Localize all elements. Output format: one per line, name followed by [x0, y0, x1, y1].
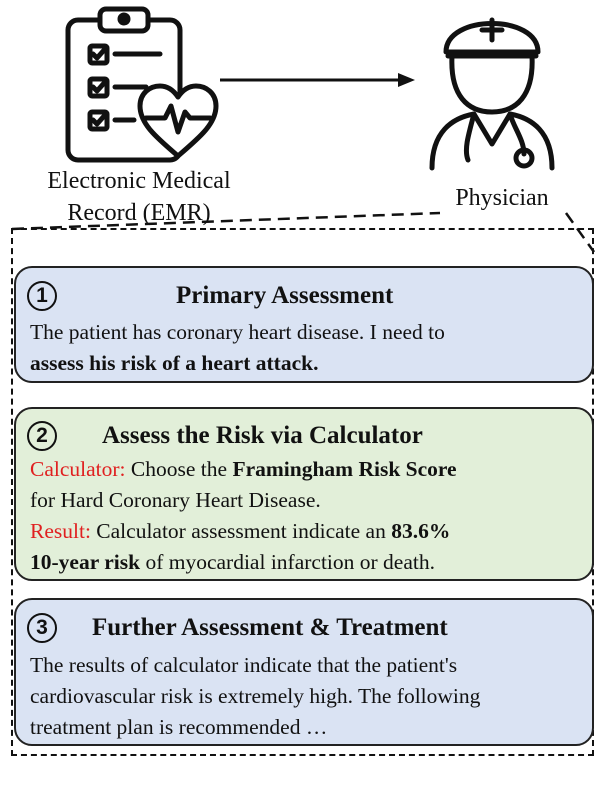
step-card-further-assessment — [14, 598, 594, 746]
step-card-risk-calculator — [14, 407, 594, 581]
step-title: Further Assessment & Treatment — [92, 614, 448, 641]
step-body: Calculator: Choose the Framingham Risk Score for Hard Coronary Heart Disease. Result: Calculator assessment indicate an 83.6% 10-year risk of myocardial infarction or death. — [30, 457, 457, 574]
step-number-badge: 2 — [27, 421, 57, 451]
step-title: Primary Assessment — [176, 282, 394, 309]
step-body: The patient has coronary heart disease. I need to assess his risk of a heart attack. — [30, 320, 445, 375]
step-card-primary-assessment — [14, 266, 594, 383]
step-title: Assess the Risk via Calculator — [102, 422, 423, 449]
emr-label: Electronic Medical Record (EMR) — [47, 168, 231, 226]
callout-connector — [0, 0, 606, 260]
physician-label: Physician — [455, 185, 549, 211]
step-number-badge: 1 — [27, 281, 57, 311]
step-number-badge: 3 — [27, 613, 57, 643]
step-body: The results of calculator indicate that the patient's cardiovascular risk is extremely high. The following treatment plan is recommended … — [30, 653, 481, 739]
